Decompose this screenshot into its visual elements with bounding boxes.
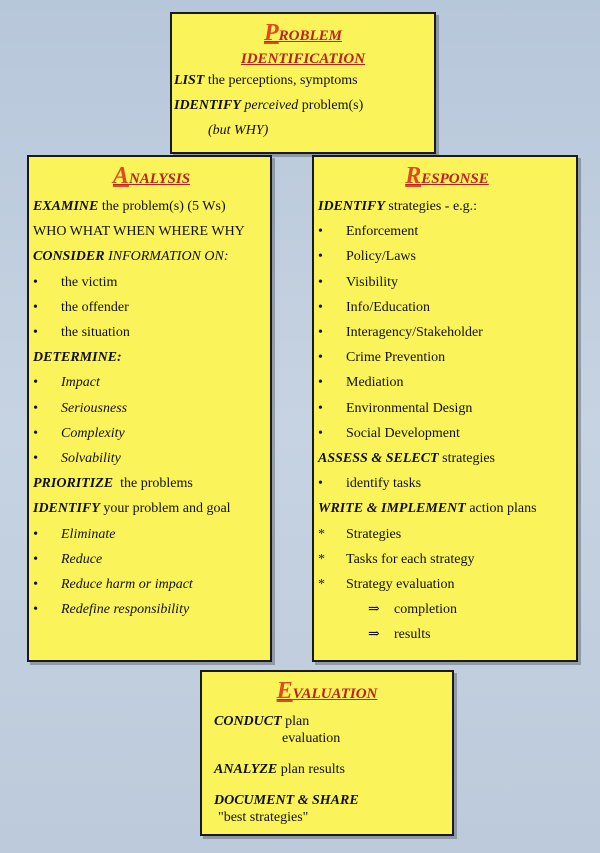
list-item: • Environmental Design	[318, 396, 576, 421]
document-line-2: "best strategies"	[218, 810, 309, 825]
problem-box	[170, 12, 436, 154]
evaluation-title-rest: VALUATION	[292, 686, 378, 702]
bullet-icon: •	[33, 325, 38, 341]
bullet-icon: •	[318, 476, 323, 492]
bullet-icon: •	[33, 400, 38, 416]
bullet-icon: •	[318, 425, 323, 441]
star-icon: *	[318, 526, 325, 542]
bullet-icon: •	[33, 551, 38, 567]
bullet-icon: •	[318, 350, 323, 366]
conduct-text: plan	[281, 714, 310, 729]
bullet-icon: •	[318, 274, 323, 290]
analyze-text: plan results	[277, 762, 345, 777]
analyze-keyword: ANALYZE	[214, 762, 278, 777]
list-item: • Social Development	[318, 421, 576, 446]
bullet-icon: •	[33, 425, 38, 441]
list-item: • Policy/Laws	[318, 244, 576, 269]
conduct-line-2: evaluation	[282, 731, 341, 746]
analysis-title-rest: NALYSIS	[128, 171, 191, 187]
identify-goal-keyword: IDENTIFY	[33, 501, 100, 517]
list-item: • the offender	[33, 295, 270, 320]
prioritize-line	[33, 471, 270, 496]
identify-italic: perceived	[240, 98, 299, 114]
bullet-icon: •	[318, 400, 323, 416]
analyze-line	[202, 761, 452, 778]
conduct-block	[202, 713, 452, 747]
write-line	[318, 496, 576, 521]
list-item: • the situation	[33, 320, 270, 345]
bullet-icon: •	[318, 325, 323, 341]
list-item: • Complexity	[33, 421, 270, 446]
bullet-icon: •	[33, 526, 38, 542]
star-icon: *	[318, 551, 325, 567]
identify-goal-line	[33, 496, 270, 521]
bullet-icon: •	[318, 224, 323, 240]
identify-text: problem(s)	[298, 98, 364, 114]
assess-keyword: ASSESS & SELECT	[318, 451, 439, 467]
bullet-icon: •	[33, 274, 38, 290]
problem-subtitle: IDENTIFICATION	[240, 51, 366, 67]
list-item: • Seriousness	[33, 396, 270, 421]
prioritize-keyword: PRIORITIZE	[33, 476, 114, 492]
bullet-icon: •	[318, 375, 323, 391]
assess-text: strategies	[438, 451, 495, 467]
list-item: • Eliminate	[33, 522, 270, 547]
problem-title-initial: P	[263, 20, 279, 46]
prioritize-text: the problems	[113, 476, 193, 492]
bullet-icon: •	[33, 375, 38, 391]
list-item: • Info/Education	[318, 295, 576, 320]
bullet-icon: •	[318, 249, 323, 265]
list-item: • Visibility	[318, 270, 576, 295]
list-keyword: LIST	[174, 73, 205, 88]
problem-line-list	[172, 68, 434, 93]
list-item: • identify tasks	[318, 471, 576, 496]
response-title	[318, 163, 576, 190]
bullet-icon: •	[33, 451, 38, 467]
list-item: • Mediation	[318, 370, 576, 395]
list-item: • Crime Prevention	[318, 345, 576, 370]
examine-keyword: EXAMINE	[33, 199, 99, 214]
bullet-icon: •	[33, 299, 38, 315]
response-title-initial: R	[405, 163, 422, 189]
identify-goal-text: your problem and goal	[99, 501, 231, 517]
list-text: the perceptions, symptoms	[204, 73, 358, 88]
five-ws-line: WHO WHAT WHEN WHERE WHY	[33, 224, 245, 240]
document-keyword: DOCUMENT & SHARE	[214, 793, 359, 808]
identify-keyword: IDENTIFY	[174, 98, 241, 114]
bullet-icon: •	[318, 299, 323, 315]
list-item: • Enforcement	[318, 219, 576, 244]
star-icon: *	[318, 577, 325, 593]
bullet-icon: •	[33, 577, 38, 593]
identify-strategies-line	[318, 194, 576, 219]
write-keyword: WRITE & IMPLEMENT	[318, 501, 466, 517]
list-item: • Interagency/Stakeholder	[318, 320, 576, 345]
response-title-rest: ESPONSE	[421, 171, 489, 187]
problem-title	[172, 20, 434, 47]
list-item: ⇒ results	[318, 622, 576, 647]
consider-text: INFORMATION ON:	[104, 249, 229, 265]
determine-keyword: DETERMINE:	[33, 350, 122, 366]
conduct-line	[214, 713, 452, 730]
identify-strategies-keyword: IDENTIFY	[318, 199, 385, 214]
examine-line	[33, 194, 270, 219]
list-item: ⇒ completion	[318, 597, 576, 622]
evaluation-title	[202, 678, 452, 705]
list-item: • Impact	[33, 370, 270, 395]
evaluation-box	[200, 670, 454, 836]
analysis-title-initial: A	[112, 163, 129, 189]
consider-line	[33, 244, 270, 269]
list-item: • Solvability	[33, 446, 270, 471]
analysis-title	[33, 163, 270, 190]
list-item: • the victim	[33, 270, 270, 295]
arrow-right-icon: ⇒	[368, 602, 380, 618]
problem-line-why: (but WHY)	[208, 123, 269, 139]
analysis-box	[27, 155, 272, 662]
conduct-keyword: CONDUCT	[214, 714, 282, 729]
list-item: • Reduce	[33, 547, 270, 572]
problem-title-rest: ROBLEM	[278, 28, 343, 44]
evaluation-title-initial: E	[276, 678, 293, 704]
list-item: • Reduce harm or impact	[33, 572, 270, 597]
problem-line-identify	[172, 93, 434, 118]
identify-strategies-text: strategies - e.g.:	[384, 199, 478, 214]
response-box	[312, 155, 578, 662]
consider-keyword: CONSIDER	[33, 249, 105, 265]
list-item: • Redefine responsibility	[33, 597, 270, 622]
document-block	[202, 792, 452, 826]
list-item: * Strategy evaluation	[318, 572, 576, 597]
write-text: action plans	[465, 501, 537, 517]
arrow-right-icon: ⇒	[368, 627, 380, 643]
examine-text: the problem(s) (5 Ws)	[98, 199, 226, 214]
list-item: * Tasks for each strategy	[318, 547, 576, 572]
assess-line	[318, 446, 576, 471]
list-item: * Strategies	[318, 522, 576, 547]
bullet-icon: •	[33, 602, 38, 618]
